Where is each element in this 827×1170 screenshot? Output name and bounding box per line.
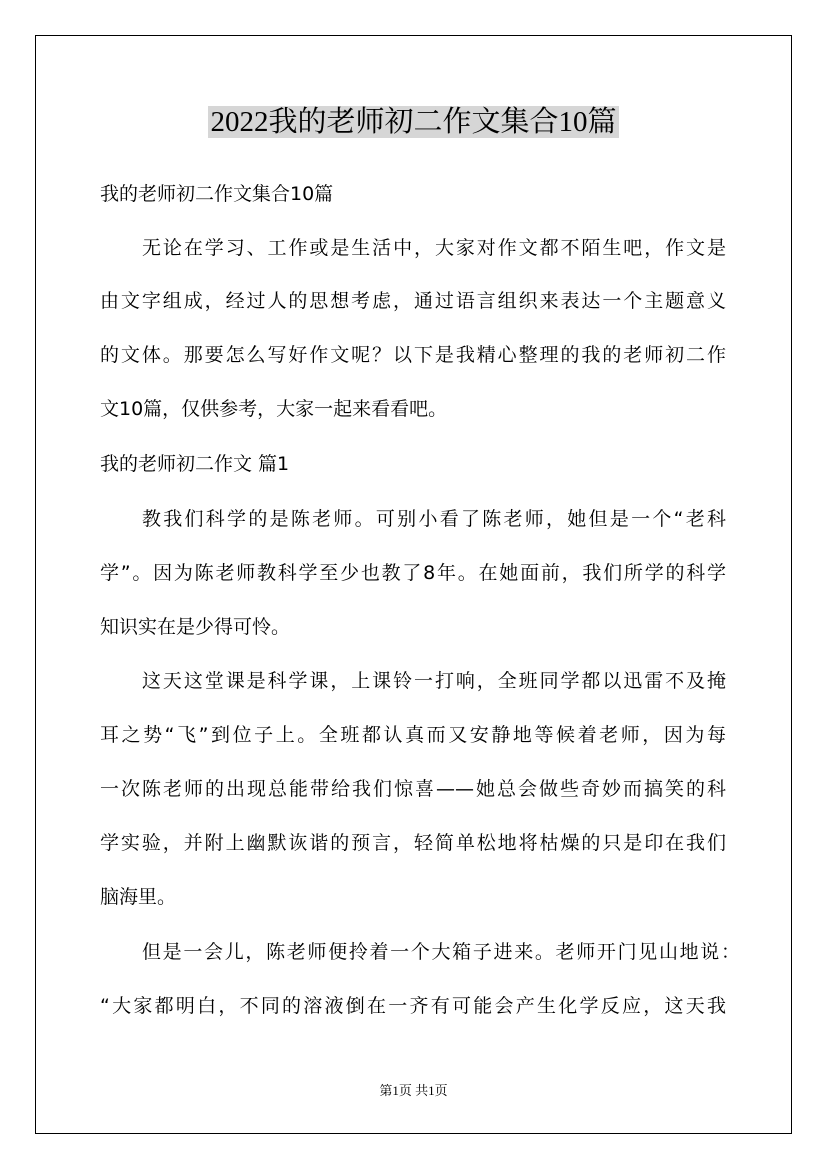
paragraph-line: 文10篇，仅供参考，大家一起来看看吧。 bbox=[100, 398, 448, 420]
page-number-footer: 第1页 共1页 bbox=[379, 1083, 448, 1098]
paragraph-line: 脑海里。 bbox=[100, 886, 177, 908]
paragraph-line: 学”。因为陈老师教科学至少也教了8年。在她面前，我们所学的科学 bbox=[100, 562, 726, 584]
paragraph-line: 无论在学习、工作或是生活中，大家对作文都不陌生吧，作文是 bbox=[142, 237, 726, 259]
subtitle-line: 我的老师初二作文集合10篇 bbox=[100, 183, 334, 205]
paragraph-line: 但是一会儿，陈老师便拎着一个大箱子进来。老师开门见山地说： bbox=[142, 941, 740, 963]
paragraph-line: 由文字组成，经过人的思想考虑，通过语言组织来表达一个主题意义 bbox=[100, 290, 726, 312]
paragraph-line: 学实验，并附上幽默诙谐的预言，轻简单松地将枯燥的只是印在我们 bbox=[100, 832, 726, 854]
section-heading: 我的老师初二作文 篇1 bbox=[100, 453, 290, 475]
paragraph-line: 教我们科学的是陈老师。可别小看了陈老师，她但是一个“老科 bbox=[142, 508, 726, 530]
document-title: 2022我的老师初二作文集合10篇 bbox=[210, 106, 617, 138]
paragraph-line: 的文体。那要怎么写好作文呢？以下是我精心整理的我的老师初二作 bbox=[100, 344, 726, 366]
paragraph-line: 耳之势“飞”到位子上。全班都认真而又安静地等候着老师，因为每 bbox=[100, 724, 726, 746]
paragraph-line: “大家都明白，不同的溶液倒在一齐有可能会产生化学反应，这天我 bbox=[100, 995, 726, 1017]
paragraph-line: 知识实在是少得可怜。 bbox=[100, 616, 291, 638]
paragraph-line: 这天这堂课是科学课，上课铃一打响，全班同学都以迅雷不及掩 bbox=[142, 670, 726, 692]
paragraph-line: 一次陈老师的出现总能带给我们惊喜——她总会做些奇妙而搞笑的科 bbox=[100, 778, 726, 800]
